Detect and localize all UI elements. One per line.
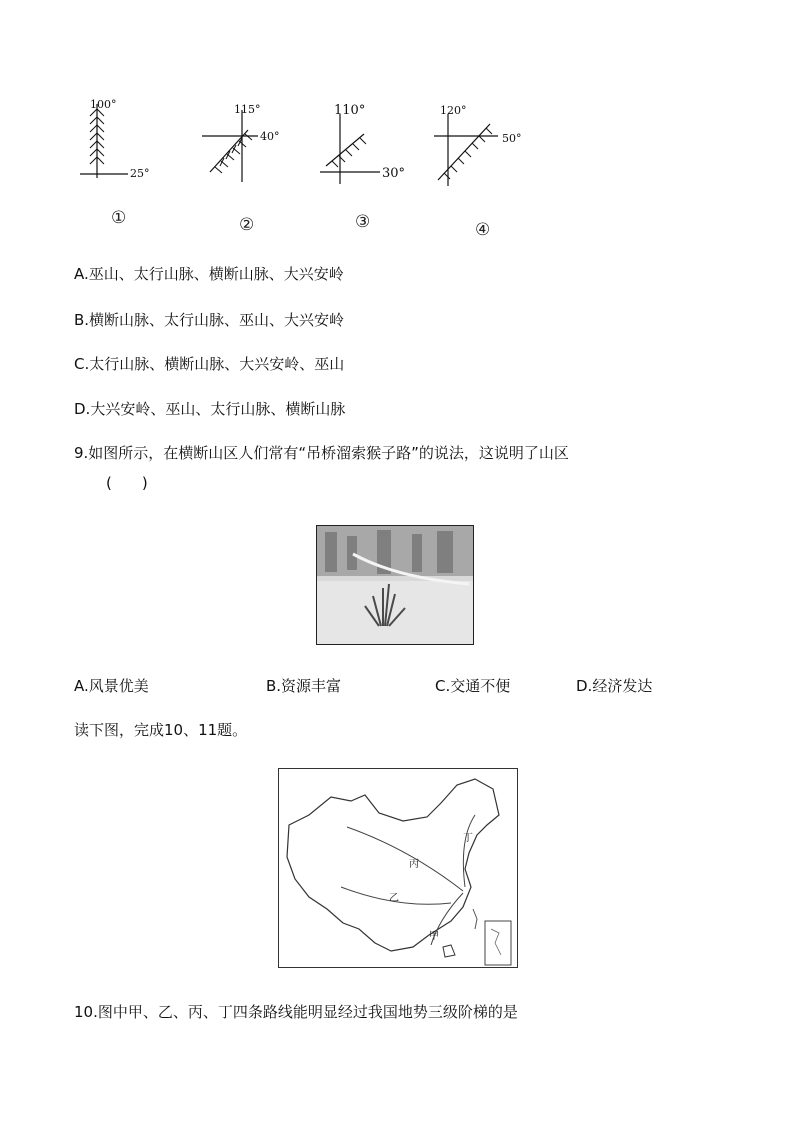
figure-number-2: ② (239, 215, 255, 235)
mountain-figure-4 (432, 100, 532, 195)
longitude-label: 100° (90, 98, 117, 111)
figure-number-4: ④ (475, 220, 491, 240)
mountain-figure-1 (78, 98, 168, 193)
longitude-label: 120° (440, 104, 467, 117)
q9-option-b: B.资源丰富 (266, 677, 342, 695)
q8-option-b: B.横断山脉、太行山脉、巫山、大兴安岭 (74, 311, 345, 329)
q9-option-d: D.经济发达 (576, 677, 653, 695)
q9-option-c: C.交通不便 (435, 677, 511, 695)
q8-option-c: C.太行山脉、横断山脉、大兴安岭、巫山 (74, 355, 345, 373)
longitude-label: 110° (334, 103, 366, 118)
q9-option-a: A.风景优美 (74, 677, 149, 695)
figure-number-3: ③ (355, 212, 371, 232)
q8-option-a: A.巫山、太行山脉、横断山脉、大兴安岭 (74, 265, 344, 283)
route-label-yi: 乙 (389, 893, 399, 904)
figure-number-1: ① (111, 208, 127, 228)
latitude-label: 40° (260, 130, 280, 143)
route-label-bing: 丙 (409, 859, 419, 870)
q9-stem: 9.如图所示，在横断山区人们常有“吊桥溜索猴子路”的说法，这说明了山区 (74, 444, 569, 462)
china-route-map (278, 768, 518, 968)
mountain-figure-3 (316, 100, 416, 195)
route-label-jia: 甲 (429, 931, 439, 942)
latitude-label: 50° (502, 132, 522, 145)
longitude-label: 115° (234, 103, 261, 116)
mountain-symbol-1-drawing (78, 98, 168, 193)
route-label-ding: 丁 (463, 833, 473, 844)
q8-option-d: D.大兴安岭、巫山、太行山脉、横断山脉 (74, 400, 346, 418)
mountain-figure-2 (198, 100, 288, 195)
rope-bridge-photo (316, 525, 474, 645)
latitude-label: 25° (130, 167, 150, 180)
latitude-label: 30° (382, 166, 406, 181)
q10-stem: 10.图中甲、乙、丙、丁四条路线能明显经过我国地势三级阶梯的是 (74, 1003, 518, 1021)
q9-answer-bracket: ( ) (106, 474, 148, 492)
q10-11-intro: 读下图，完成10、11题。 (74, 721, 248, 739)
